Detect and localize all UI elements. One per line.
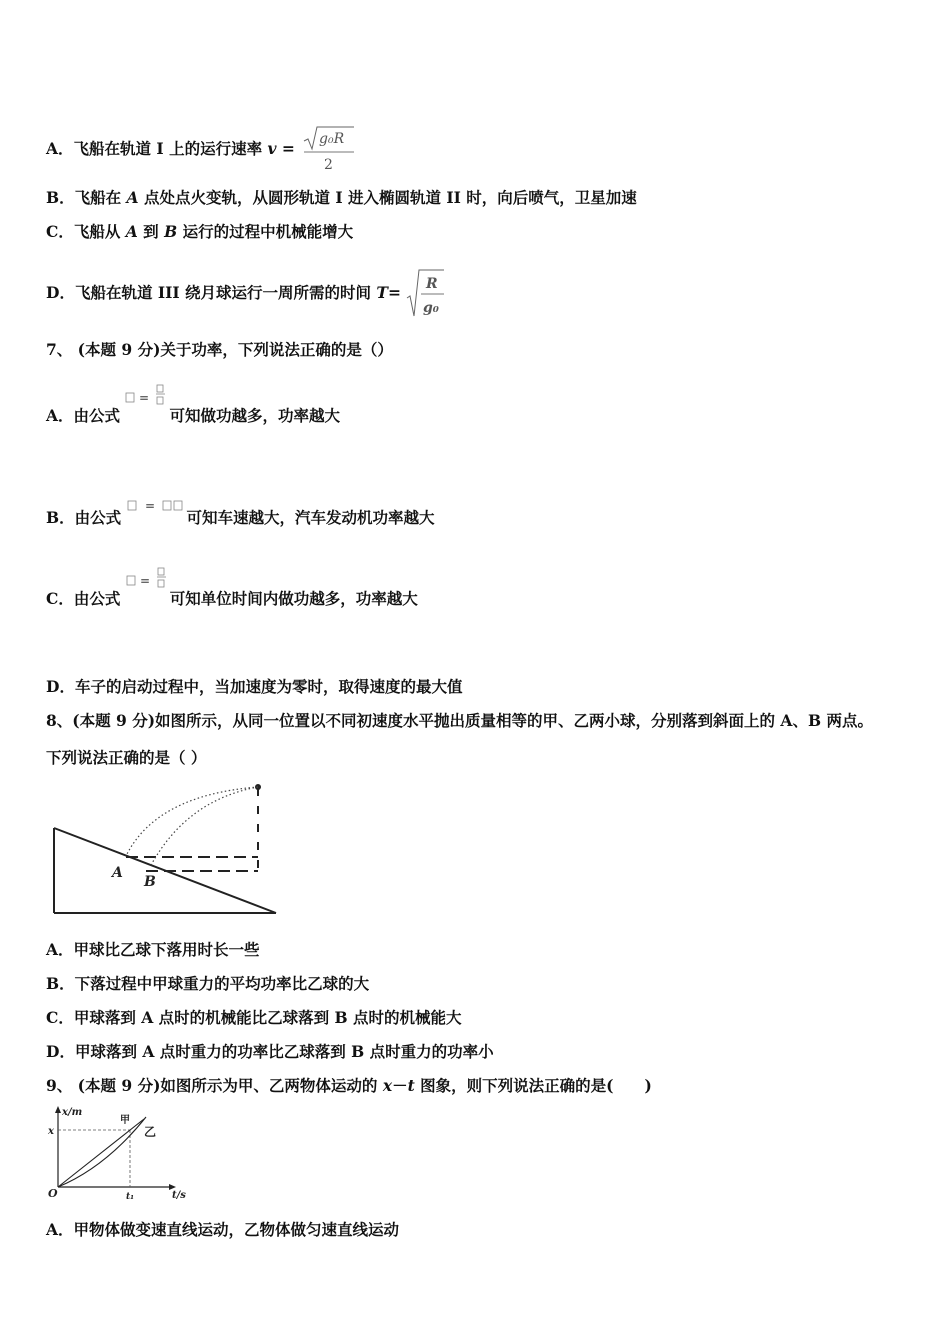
q7-option-b (46, 499, 435, 529)
q7-option-a (46, 391, 340, 427)
q8-incline-figure (46, 780, 286, 920)
variable-t: T (376, 283, 388, 302)
option-label: A． (46, 1220, 74, 1239)
q6-option-c (46, 220, 353, 242)
q7-stem: 7、 (本题 9 分)关于功率，下列说法正确的是（） (46, 340, 393, 359)
formula-p-equals-w-over-t (125, 391, 169, 427)
option-label: C． (46, 589, 74, 608)
option-label: C． (46, 222, 74, 241)
y-axis-arrow (55, 1106, 61, 1113)
formula-suffix: 可知车速越大，汽车发动机功率越大 (186, 508, 435, 527)
option-text-2: 点处点火变轨，从圆形轨道 I 进入椭圆轨道 II 时，向后喷气，卫星加速 (138, 188, 637, 207)
formula-p-equals-fv (127, 499, 187, 529)
option-text: 甲球落到 A 点时的机械能比乙球落到 B 点时的机械能大 (73, 1008, 462, 1027)
sqrt-numerator: g₀R (319, 131, 345, 147)
variable-t: t (407, 1076, 415, 1095)
q6-option-d (46, 268, 446, 320)
sqrt-fraction (302, 125, 356, 175)
point-b-label: B (144, 874, 156, 890)
option-label: D． (46, 283, 75, 302)
trajectory-yi (150, 787, 258, 867)
option-text: 甲物体做变速直线运动，乙物体做匀速直线运动 (73, 1220, 400, 1239)
yi-label: 乙 (144, 1125, 157, 1139)
q7-option-d (46, 675, 462, 697)
jia-label: 甲 (120, 1115, 130, 1126)
option-label: C． (46, 1008, 74, 1027)
option-label: B． (46, 508, 75, 527)
q9-option-a (46, 1218, 399, 1240)
option-text-1: 飞船在 (74, 188, 127, 207)
variable-x: x (382, 1076, 393, 1095)
stem-text-1: 9、 (本题 9 分)如图所示为甲、乙两物体运动的 (46, 1076, 383, 1095)
option-text: 车子的启动过程中，当加速度为零时，取得速度的最大值 (74, 677, 463, 696)
variable-a: A (126, 188, 139, 207)
option-label: A． (46, 139, 74, 158)
x-axis-label: t/s (172, 1190, 186, 1201)
variable-a: A (125, 222, 138, 241)
formula-prefix: 由公式 (74, 508, 122, 527)
option-text-2: 到 (137, 222, 165, 241)
origin-label: O (48, 1187, 58, 1200)
formula-p-equals-w-over-t (126, 574, 170, 610)
q6-option-b (46, 186, 637, 208)
formula-prefix: 由公式 (73, 589, 121, 608)
option-label: B． (46, 188, 75, 207)
q7-option-c (46, 574, 418, 610)
sqrt-symbol (302, 125, 356, 175)
option-text: 甲球比乙球下落用时长一些 (73, 940, 260, 959)
q6-option-a (46, 125, 356, 175)
variable-v: v (267, 139, 277, 158)
trajectory-jia (126, 787, 258, 856)
q8-option-a (46, 938, 260, 960)
sqrt-denominator: g₀ (423, 300, 440, 316)
stem-dash: － (392, 1076, 408, 1095)
equals-sign: = (276, 139, 295, 158)
q8-option-c (46, 1006, 462, 1028)
q9-xt-graph (46, 1105, 196, 1200)
sqrt-symbol (406, 268, 446, 320)
option-text-3: 运行的过程中机械能增大 (177, 222, 354, 241)
option-label: B． (46, 974, 75, 993)
sqrt-denominator: 2 (324, 157, 334, 173)
variable-b: B (164, 222, 178, 241)
option-text: 甲球落到 A 点时重力的功率比乙球落到 B 点时重力的功率小 (74, 1042, 494, 1061)
q8-stem-line-1: 8、(本题 9 分)如图所示，从同一位置以不同初速度水平抛出质量相等的甲、乙两小球，分别落到斜面上的 A、B 两点。 (46, 711, 873, 730)
stem-text-2: 图象，则下列说法正确的是( ) (414, 1076, 652, 1095)
sqrt-numerator: R (426, 276, 438, 292)
option-label: A． (46, 406, 74, 425)
option-label: D． (46, 677, 75, 696)
formula-suffix: 可知做功越多，功率越大 (169, 406, 340, 425)
q9-stem (46, 1074, 652, 1096)
option-text: 下落过程中甲球重力的平均功率比乙球的大 (74, 974, 370, 993)
q8-option-d (46, 1040, 494, 1062)
equals-sign: = (387, 283, 401, 302)
option-text: 飞船在轨道 III 绕月球运行一周所需的时间 (74, 283, 377, 302)
option-label: D． (46, 1042, 75, 1061)
q8-option-b (46, 972, 369, 994)
option-label: A． (46, 940, 74, 959)
svg-text:=: = (139, 391, 150, 405)
option-text-1: 飞船从 (73, 222, 126, 241)
t1-label: t₁ (126, 1192, 135, 1202)
y-axis-label: x/m (62, 1107, 83, 1118)
q8-stem-line-2: 下列说法正确的是（ ） (46, 748, 207, 767)
x-value-label: x (48, 1126, 54, 1137)
option-text: 飞船在轨道 I 上的运行速率 (73, 139, 268, 158)
formula-prefix: 由公式 (73, 406, 121, 425)
svg-text:=: = (144, 499, 155, 513)
svg-text:=: = (139, 574, 150, 588)
formula-suffix: 可知单位时间内做功越多，功率越大 (169, 589, 418, 608)
point-a-label: A (112, 865, 123, 881)
line-jia (58, 1119, 144, 1187)
